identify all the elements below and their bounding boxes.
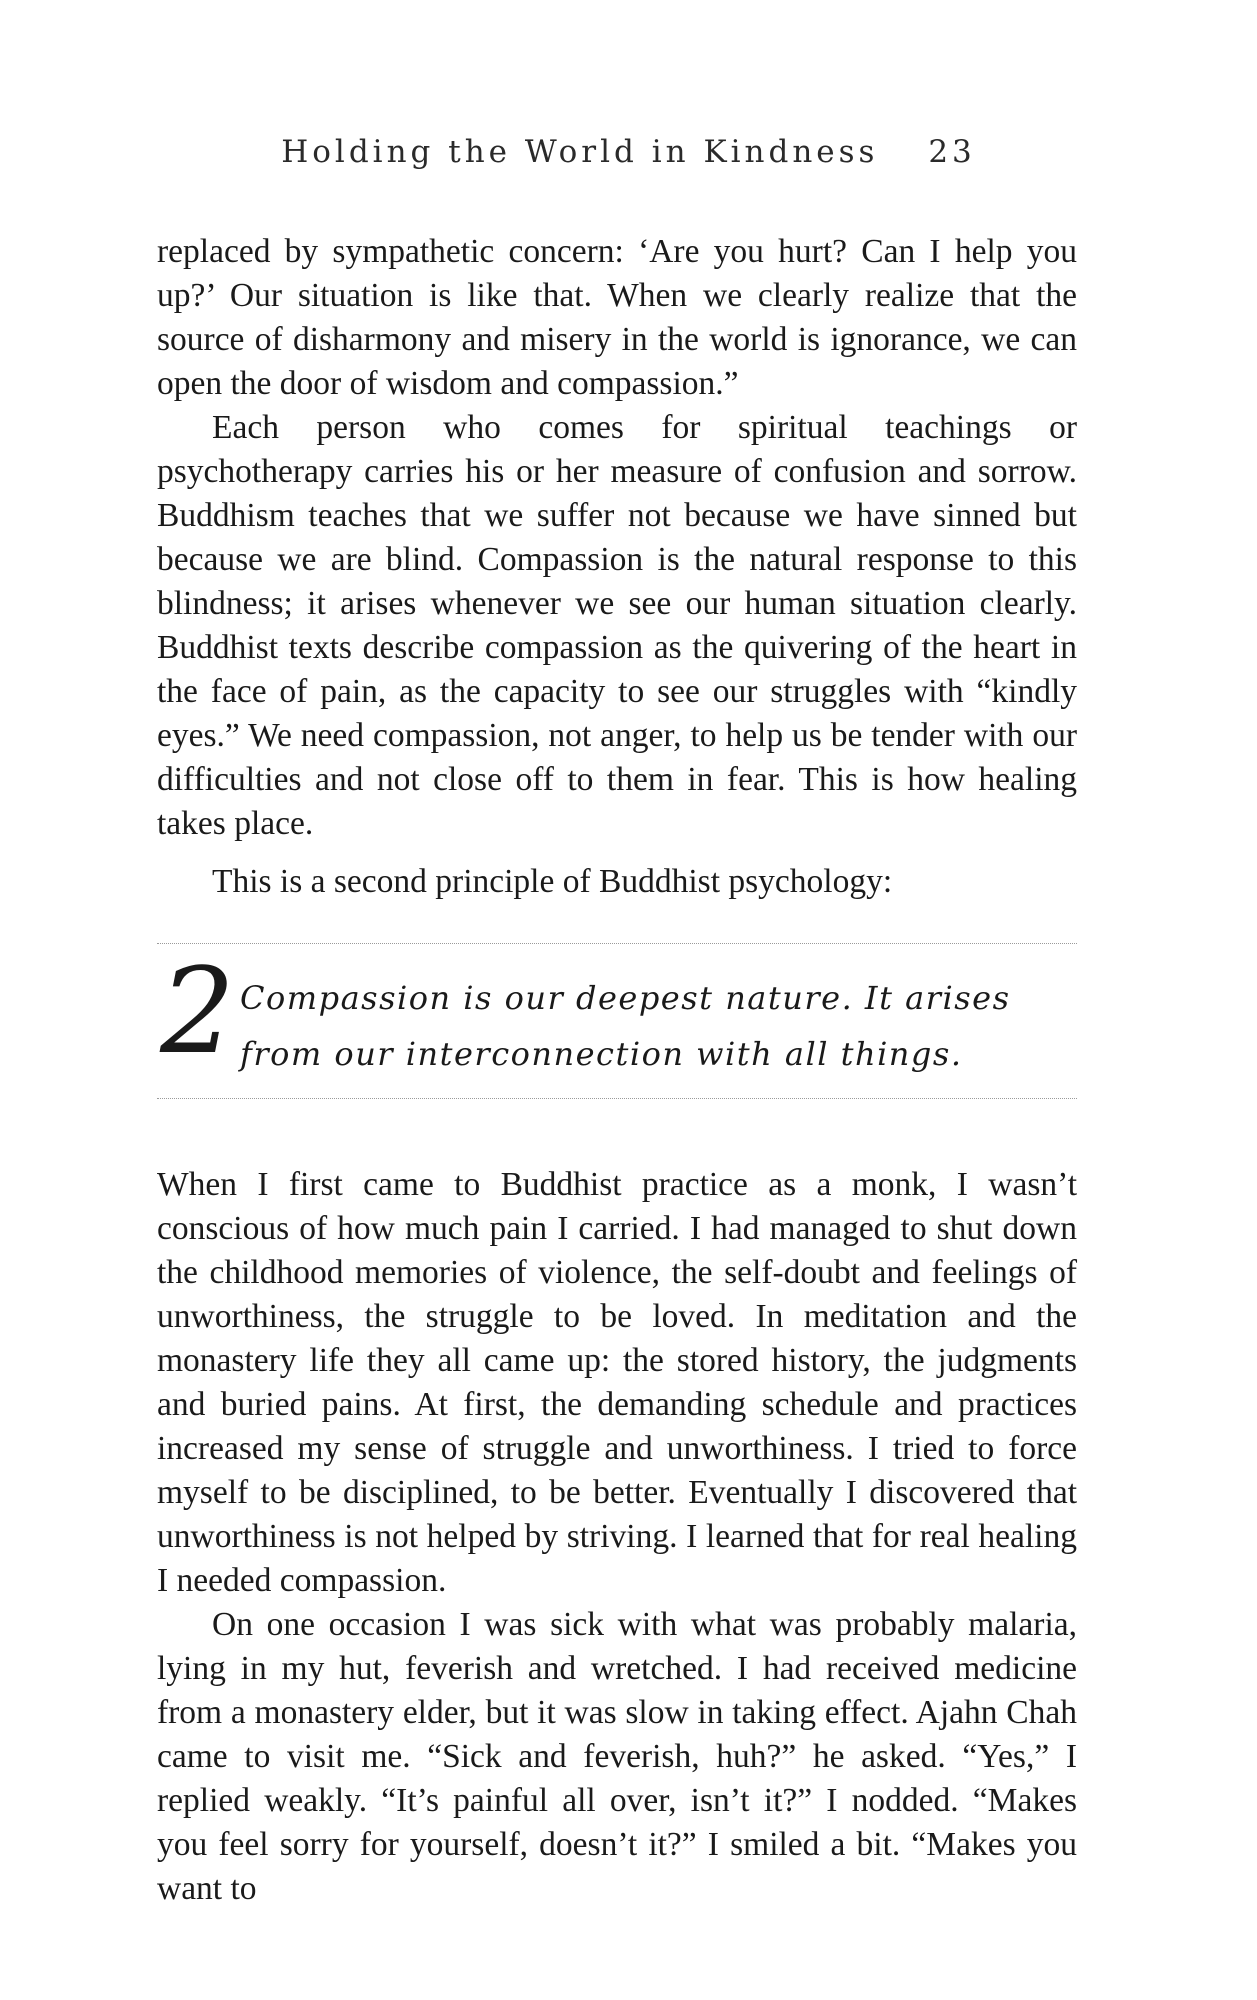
paragraph: On one occasion I was sick with what was probably malaria, lying in my hut, feverish and wretched. I had received medicine from a monastery elder, but it was slow in taking effect. Ajahn Chah came to visit me. “Sick and feverish, huh?” he asked. “Yes,” I replied weakly. “It’s painful all over, isn’t it?” I nodded. “Makes you feel sorry for yourself, doesn’t it?” I smiled a bit. “Makes you want to <box>157 1606 1077 1907</box>
bottom-divider-rule <box>157 1098 1077 1099</box>
principle-statement: Compassion is our deepest nature. It arises from our interconnection with all things. <box>240 979 1011 1073</box>
paragraph: replaced by sympathetic concern: ‘Are you hurt? Can I help you up?’ Our situation is like that. When we clearly realize that the source of disharmony and misery in the world is ignorance, we can open the door of wisdom and compassion.” <box>157 233 1077 402</box>
body-text-bottom <box>157 1163 1077 1911</box>
paragraph: Each person who comes for spiritual teachings or psychotherapy carries his or her measure of confusion and sorrow. Buddhism teaches that we suffer not because we have sinned but because we are blind. Compassion is the natural response to this blindness; it arises whenever we see our human situation clearly. Buddhist texts describe compassion as the quivering of the heart in the face of pain, as the capacity to see our struggles with “kindly eyes.” We need compassion, not anger, to help us be tender with our difficulties and not close off to them in fear. This is how healing takes place. <box>157 409 1077 842</box>
page-number: 23 <box>928 134 976 170</box>
running-header <box>0 134 1257 170</box>
running-header-title: Holding the World in Kindness <box>281 134 879 170</box>
principle-lead-in: This is a second principle of Buddhist psychology: <box>212 863 893 900</box>
body-text-top <box>157 230 1077 846</box>
principle-number: 2 <box>160 942 236 1080</box>
top-divider-rule <box>157 943 1077 944</box>
paragraph: When I first came to Buddhist practice as a monk, I wasn’t conscious of how much pain I carried. I had managed to shut down the childhood memories of violence, the self-doubt and feelings of unworthiness, the struggle to be loved. In meditation and the monastery life they all came up: the stored history, the judgments and buried pains. At first, the demanding schedule and practices increased my sense of struggle and unworthiness. I tried to force myself to be disciplined, to be better. Eventually I discovered that unworthiness is not helped by striving. I learned that for real healing I needed compassion. <box>157 1166 1077 1599</box>
